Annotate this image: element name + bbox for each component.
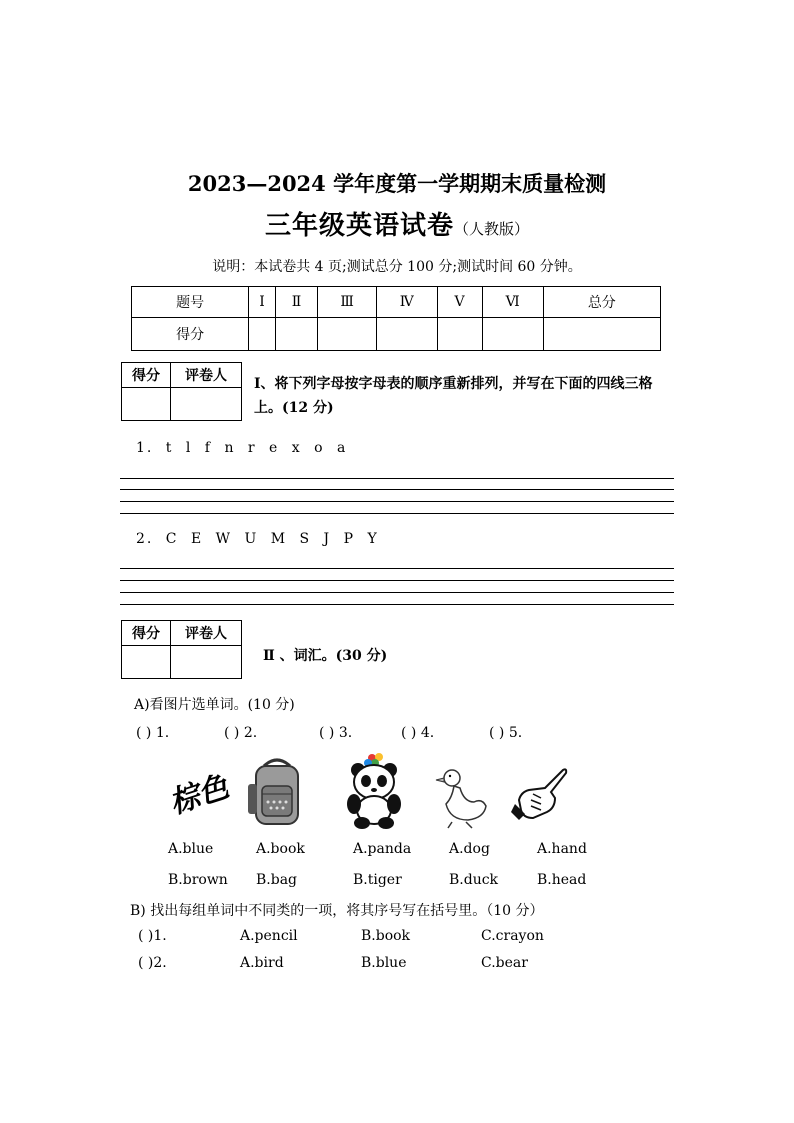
- section1-title: Ⅰ、将下列字母按字母表的顺序重新排列，并写在下面的四线三格上。(12 分): [254, 376, 653, 416]
- partA-opt-b-4: B.duck: [449, 872, 499, 888]
- score-table-header: Ⅲ: [318, 287, 377, 318]
- score-table-header: Ⅴ: [437, 287, 482, 318]
- partA-opt-a-1: A.blue: [168, 841, 214, 857]
- grader-box-section1: [121, 362, 242, 421]
- panda-image: [342, 752, 406, 830]
- score-cell[interactable]: [249, 318, 275, 351]
- partB-opt-c-1: C.crayon: [481, 928, 544, 944]
- partA-opt-a-5: A.hand: [537, 841, 587, 857]
- grader-score-label: 得分: [122, 363, 171, 388]
- score-cell[interactable]: [318, 318, 377, 351]
- writing-line: [120, 580, 674, 581]
- grader-name-label: 评卷人: [171, 621, 242, 646]
- section1-q1: 1. t l f n r e x o a: [136, 440, 348, 456]
- score-table-header: Ⅵ: [482, 287, 543, 318]
- partA-title: A)看图片选单词。(10 分): [134, 697, 295, 713]
- writing-line: [120, 568, 674, 569]
- partB-opt-a-2: A.bird: [240, 955, 284, 971]
- writing-line: [120, 489, 674, 490]
- hand-image: [511, 764, 569, 822]
- partA-num-1: ( ) 1.: [136, 725, 170, 741]
- score-table-header: Ⅳ: [376, 287, 437, 318]
- grader-score-label: 得分: [122, 621, 171, 646]
- grader-score-cell[interactable]: [122, 646, 171, 679]
- section2-title: Ⅱ 、词汇。(30 分): [263, 648, 388, 664]
- writing-line: [120, 604, 674, 605]
- partB-opt-b-2: B.blue: [361, 955, 407, 971]
- grader-name-label: 评卷人: [171, 363, 242, 388]
- score-cell[interactable]: [275, 318, 318, 351]
- partA-opt-b-5: B.head: [537, 872, 587, 888]
- grader-box-section2: [121, 620, 242, 679]
- grader-score-cell[interactable]: [122, 388, 171, 421]
- partA-opt-b-2: B.bag: [256, 872, 298, 888]
- partA-num-5: ( ) 5.: [489, 725, 523, 741]
- subtitle-main: 三年级英语试卷: [264, 211, 454, 241]
- score-table: [131, 286, 661, 351]
- score-table-score-row: [132, 318, 661, 351]
- duck-image: [432, 762, 492, 832]
- partB-num-1: ( )1.: [138, 928, 167, 944]
- partA-num-4: ( ) 4.: [401, 725, 435, 741]
- backpack-image: [244, 756, 310, 828]
- score-cell[interactable]: [437, 318, 482, 351]
- score-table-header: Ⅰ: [249, 287, 275, 318]
- score-table-header: 总分: [543, 287, 660, 318]
- partA-opt-b-3: B.tiger: [353, 872, 402, 888]
- writing-line: [120, 513, 674, 514]
- score-table-header: 题号: [132, 287, 249, 318]
- writing-line: [120, 592, 674, 593]
- exam-note: 说明：本试卷共 4 页;测试总分 100 分;测试时间 60 分钟。: [212, 259, 582, 275]
- partA-num-3: ( ) 3.: [319, 725, 353, 741]
- partA-opt-a-4: A.dog: [449, 841, 490, 857]
- partA-opt-a-3: A.panda: [353, 841, 412, 857]
- writing-line: [120, 501, 674, 502]
- writing-line: [120, 478, 674, 479]
- subtitle-sub: （人教版）: [454, 220, 530, 238]
- partB-opt-a-1: A.pencil: [240, 928, 298, 944]
- partA-opt-a-2: A.book: [256, 841, 305, 857]
- brown-word-image: 棕色: [165, 769, 234, 822]
- partB-opt-c-2: C.bear: [481, 955, 528, 971]
- partA-num-2: ( ) 2.: [224, 725, 258, 741]
- score-table-header-row: [132, 287, 661, 318]
- section1-q2: 2. C E W U M S J P Y: [136, 531, 379, 547]
- exam-title: 2023—2024 学年度第一学期期末质量检测: [187, 171, 607, 196]
- score-table-header: Ⅱ: [275, 287, 318, 318]
- partA-opt-b-1: B.brown: [168, 872, 228, 888]
- grader-name-cell[interactable]: [171, 646, 242, 679]
- score-row-label: 得分: [132, 318, 249, 351]
- partB-num-2: ( )2.: [138, 955, 167, 971]
- partB-opt-b-1: B.book: [361, 928, 411, 944]
- score-cell[interactable]: [543, 318, 660, 351]
- score-cell[interactable]: [482, 318, 543, 351]
- partB-title: B) 找出每组单词中不同类的一项，将其序号写在括号里。（10 分）: [130, 903, 544, 919]
- grader-name-cell[interactable]: [171, 388, 242, 421]
- score-cell[interactable]: [376, 318, 437, 351]
- exam-subtitle: [0, 205, 794, 242]
